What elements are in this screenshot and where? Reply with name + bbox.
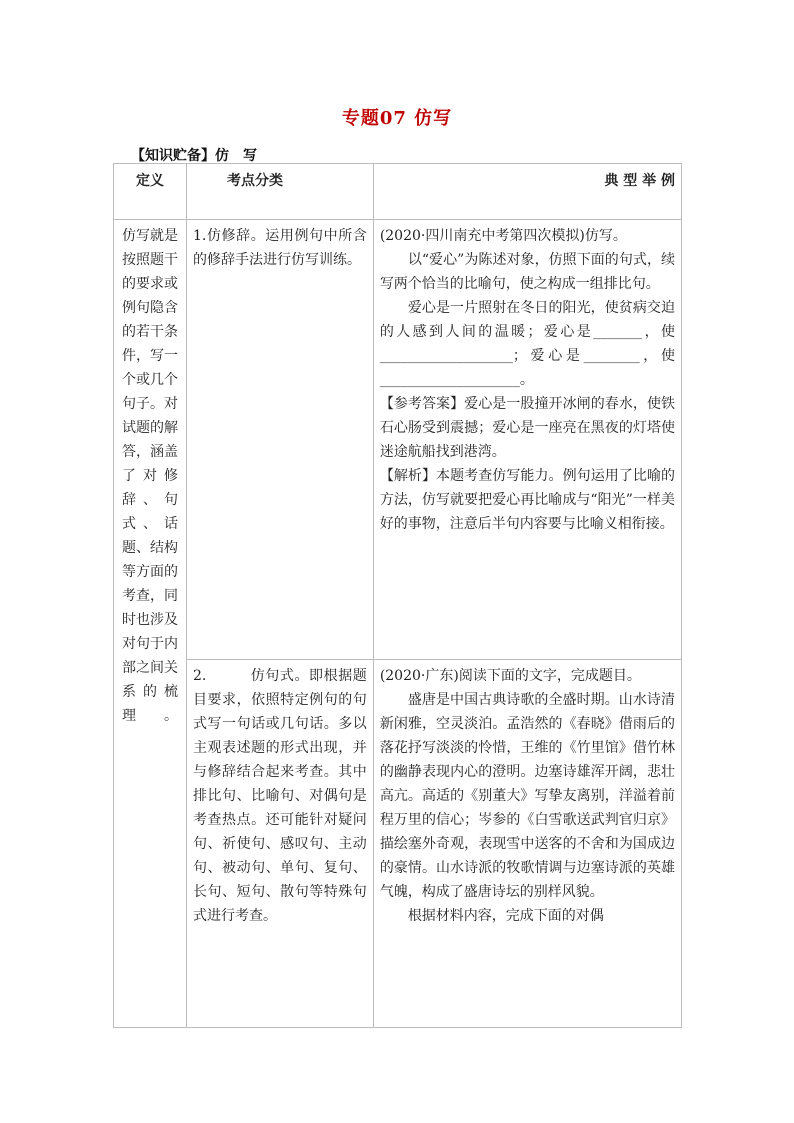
header-definition: 定义: [114, 164, 187, 220]
page-title: 专题07 仿写: [341, 108, 453, 129]
example-cell: [373, 220, 681, 660]
knowledge-table: [113, 163, 682, 1028]
table-header-row: [114, 164, 682, 220]
section-heading-part1: 【知识贮备】仿: [131, 148, 229, 164]
category-text: 1.仿修辞。运用例句中所含的修辞手法进行仿写训练。: [193, 228, 367, 268]
example-cell: [373, 660, 681, 1028]
example-prompt: 以“爱心”为陈述对象，仿照下面的句式，续写两个恰当的比喻句，使之构成一组排比句。: [379, 252, 675, 292]
example-source: (2020·四川南充中考第四次模拟)仿写。: [379, 228, 627, 244]
definition-cell: [114, 220, 187, 1028]
example-analysis: 【解析】本题考查仿写能力。例句运用了比喻的方法，仿写就要把爱心再比喻成与“阳光”一样美好的事物，注意后半句内容要与比喻义相衔接。: [379, 468, 675, 532]
definition-text: 仿写就是按照题干的要求或例句隐含的若干条件，写一个或几个句子。对试题的解答，涵盖了对修辞、句式、话题、结构等方面的考查，同时也涉及对句于内部之间关系的梳理。: [122, 228, 178, 724]
example-source: (2020·广东)阅读下面的文字，完成题目。: [379, 668, 641, 684]
category-text: 2. 仿句式。即根据题目要求，依照特定例句的句式写一句话或几句话。多以主观表述题的形式出现，并与修辞结合起来考查。其中排比句、比喻句、对偶句是考查热点。还可能针对疑问句、祈使句、感叹句、主动句、被动句、单句、复句、长句、短句、散句等特殊句式进行考查。: [193, 668, 367, 924]
category-cell: [187, 220, 374, 660]
header-example: 典 型 举 例: [373, 164, 681, 220]
example-task: 根据材料内容，完成下面的对偶: [407, 908, 604, 924]
category-cell: [187, 660, 374, 1028]
example-sample: 爱心是一片照射在冬日的阳光，使贫病交迫的人感到人间的温暖；爱心是_______，使___________________；爱心是________，使____________________。: [379, 300, 675, 388]
example-passage: 盛唐是中国古典诗歌的全盛时期。山水诗清新闲雅，空灵淡泊。孟浩然的《春晓》借雨后的落花抒写淡淡的怜惜，王维的《竹里馆》借竹林的幽静表现内心的澄明。边塞诗雄浑开阔，悲壮高亢。高适的《别董大》写挚友离别，洋溢着前程万里的信心；岑参的《白雪歌送武判官归京》描绘塞外奇观，表现雪中送客的不舍和为国成边的豪情。山水诗派的牧歌情调与边塞诗派的英雄气魄，构成了盛唐诗坛的别样风貌。: [379, 692, 675, 900]
section-heading: [131, 145, 257, 165]
table-row: [114, 660, 682, 1028]
header-category: 考点分类: [187, 164, 374, 220]
table-row: [114, 220, 682, 660]
section-heading-part2: 写: [243, 148, 257, 164]
example-answer: 【参考答案】爱心是一股撞开冰闸的春水，使铁石心肠受到震撼；爱心是一座亮在黑夜的灯塔使迷途航船找到港湾。: [379, 396, 675, 460]
